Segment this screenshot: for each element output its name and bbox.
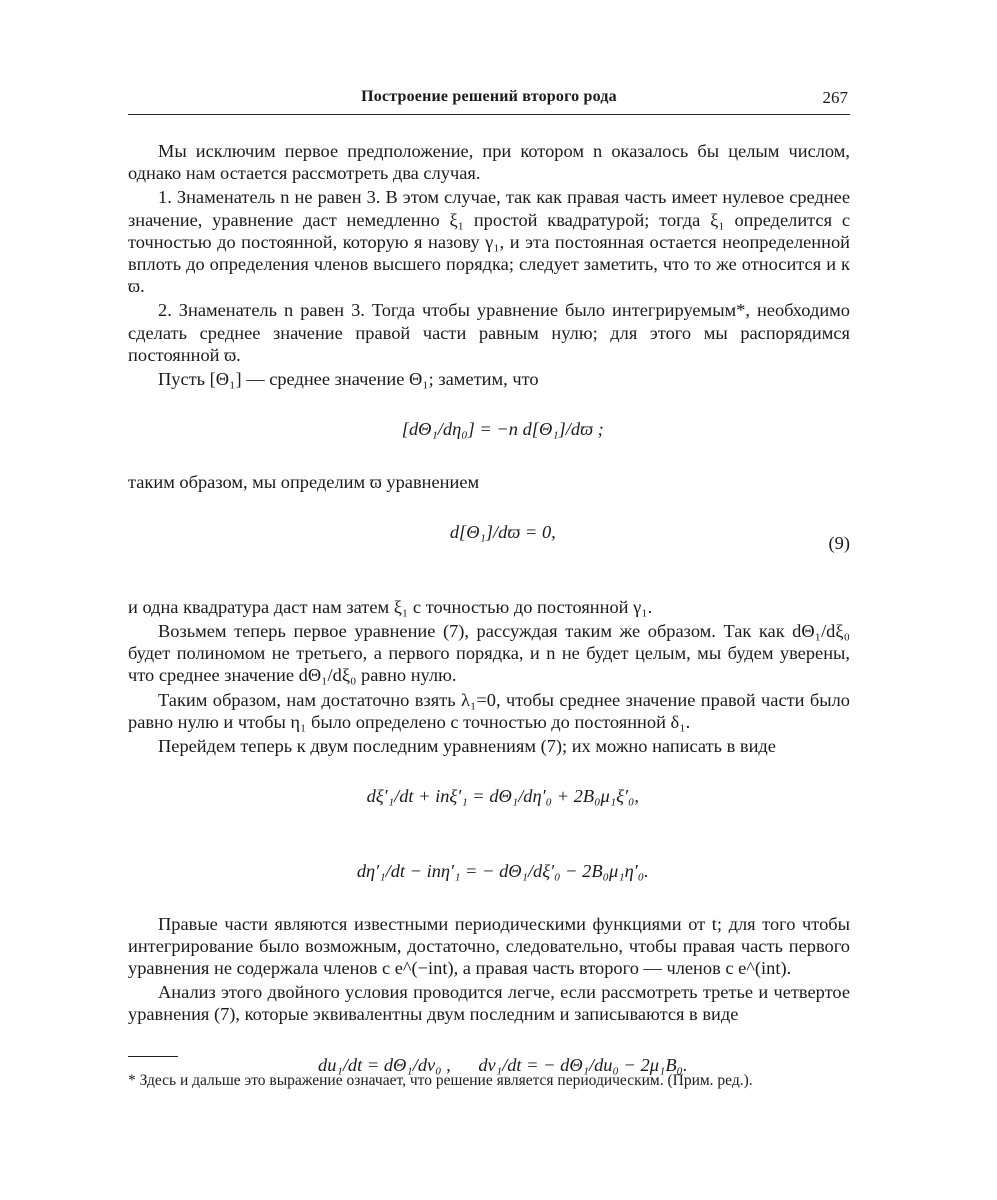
equation	[128, 396, 850, 463]
equation-text: du₁/dt = dΘ₁/dv₀ , dv₁/dt = − dΘ₁/du₀ − 2μ₁B₀.	[318, 1054, 688, 1075]
equation-text: dη′₁/dt − inη′₁ = − dΘ₁/dξ′₀ − 2B₀μ₁η′₀.	[356, 861, 649, 882]
equation-numbered	[128, 499, 850, 588]
equation-number: (9)	[828, 533, 850, 554]
paragraph: 1. Знаменатель n не равен 3. В этом случае, так как правая часть имеет нулевое среднее значение, уравнение даст немедленно ξ₁ простой квадратурой; тогда ξ₁ определится с точностью до постоянной, которую я назову γ₁, и эта постоянная остается неопределенной вплоть до определения членов высшего порядка; следует заметить, что то же относится и к ϖ.	[128, 187, 850, 297]
paragraph: таким образом, мы определим ϖ уравнением	[128, 471, 480, 492]
paragraph: Анализ этого двойного условия проводится легче, если рассмотреть третье и четвертое уравнения (7), которые эквивалентны двум последним и записываются в виде	[128, 982, 850, 1025]
equation-text: [dΘ₁/dη₀] = −n d[Θ₁]/dϖ ;	[401, 419, 604, 440]
equation	[128, 838, 850, 905]
paragraph: Пусть [Θ₁] — среднее значение Θ₁; заметим, что	[158, 369, 539, 390]
footnote: * Здесь и дальше это выражение означает, что решение является периодическим. (Прим. ред.).	[128, 1072, 753, 1089]
paragraph: и одна квадратура даст нам затем ξ₁ с точностью до постоянной γ₁.	[128, 596, 653, 617]
paragraph: 2. Знаменатель n равен 3. Тогда чтобы уравнение было интегрируемым*, необходимо сделать среднее значение правой части равным нулю; для этого мы распорядимся постоянной ϖ.	[128, 300, 850, 365]
paragraph: Возьмем теперь первое уравнение (7), рассуждая таким же образом. Так как dΘ₁/dξ₀ будет полиномом не третьего, а первого порядка, и n не будет целым, мы будем уверены, что среднее значение dΘ₁/dξ₀ равно нулю.	[128, 621, 850, 686]
paragraph: Таким образом, нам достаточно взять λ₁=0, чтобы среднее значение правой части было равно нулю и чтобы η₁ было определено с точностью до постоянной δ₁.	[128, 689, 850, 732]
page-header	[128, 84, 850, 115]
paragraph: Правые части являются известными периодическими функциями от t; для того чтобы интегрирование было возможным, достаточно, следовательно, чтобы правая часть первого уравнения не содержала членов с e^(−int), а правая часть второго — членов с e^(int).	[128, 913, 850, 978]
page-body	[128, 140, 850, 1106]
footnote-rule	[128, 1056, 178, 1057]
paragraph: Мы исключим первое предположение, при котором n оказалось бы целым числом, однако нам остается рассмотреть два случая.	[128, 141, 850, 184]
equation-text: dξ′₁/dt + inξ′₁ = dΘ₁/dη′₀ + 2B₀μ₁ξ′₀,	[366, 786, 639, 807]
equation	[128, 763, 850, 830]
paragraph: Перейдем теперь к двум последним уравнениям (7); их можно написать в виде	[158, 736, 776, 757]
equation-text: d[Θ₁]/dϖ = 0,	[449, 522, 556, 543]
running-title: Построение решений второго рода	[361, 88, 617, 105]
page-number: 267	[822, 88, 848, 107]
